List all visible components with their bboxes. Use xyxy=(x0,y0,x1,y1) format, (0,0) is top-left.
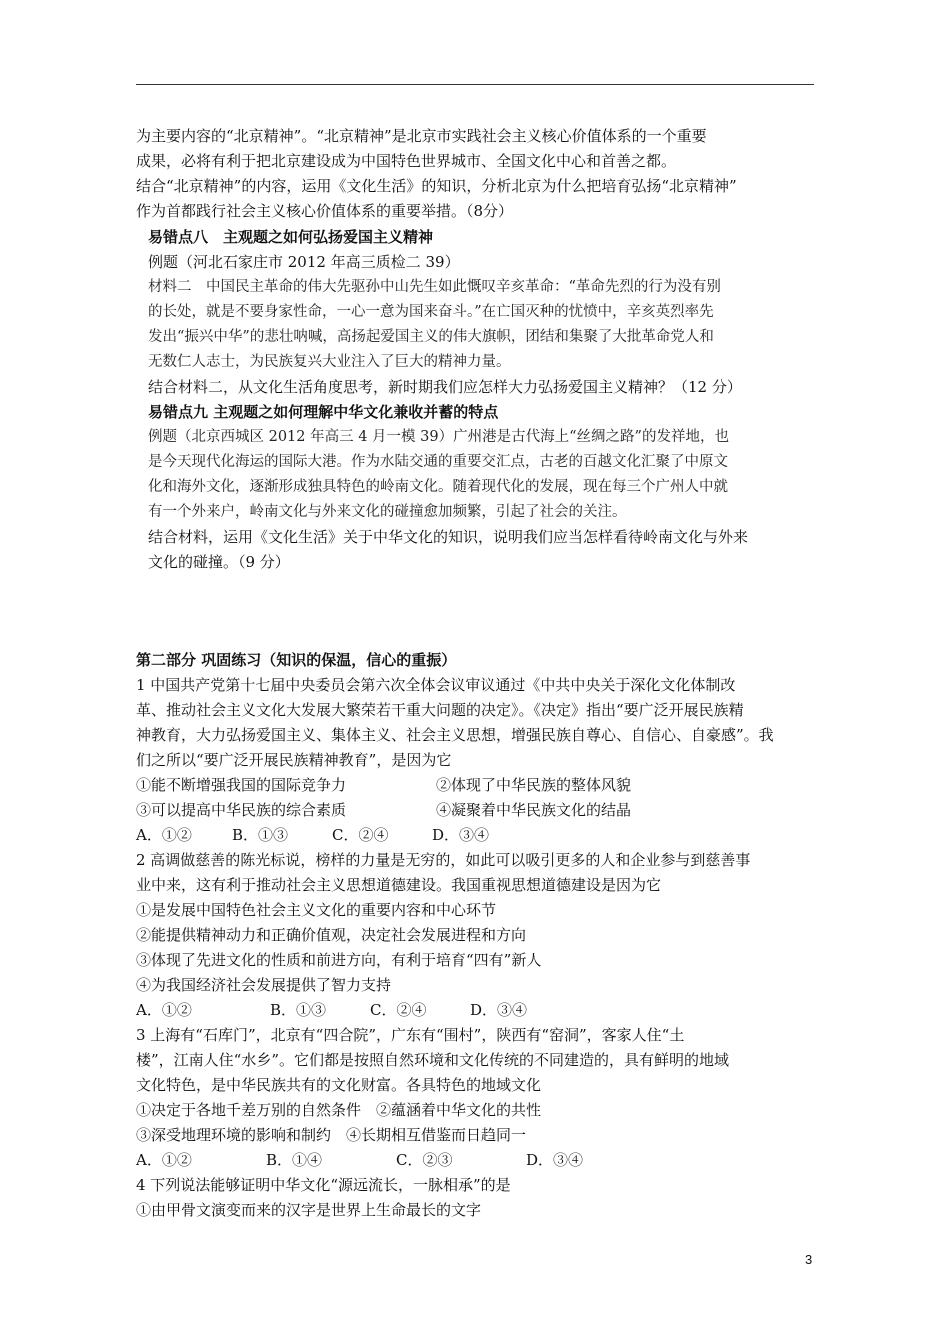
material-line: 无数仁人志士，为民族复兴大业注入了巨大的精神力量。 xyxy=(148,354,511,370)
option-row: ③深受地理环境的影响和制约 ④长期相互借鉴而日趋同一 xyxy=(136,1126,527,1144)
option-row xyxy=(136,773,826,798)
question-3 xyxy=(136,1023,826,1173)
answer-choice: B．①③ xyxy=(232,826,289,844)
text-line: 为主要内容的“北京精神”。“北京精神”是北京市实践社会主义核心价值体系的一个重要 xyxy=(136,127,707,145)
question-stem: 楼”，江南人住“水乡”。它们都是按照自然环境和文化传统的不同建造的，具有鲜明的地域 xyxy=(136,1051,730,1069)
question-stem: 革、推动社会主义文化大发展大繁荣若干重大问题的决定》。《决定》指出“要广泛开展民族精 xyxy=(136,701,744,719)
answer-choice: A．①② xyxy=(136,1151,192,1169)
answer-choice: B．①③ xyxy=(270,1001,327,1019)
question-stem: 2 高调做慈善的陈光标说，榜样的力量是无穷的，如此可以吸引更多的人和企业参与到慈善事 xyxy=(136,851,751,869)
part2-section xyxy=(136,648,826,1223)
example-line: 是今天现代化海运的国际大港。作为水陆交通的重要交汇点，古老的百越文化汇聚了中原文 xyxy=(148,454,728,470)
answer-choice: C．②③ xyxy=(396,1151,453,1169)
page-number: 3 xyxy=(805,1252,813,1267)
option: ④凝聚着中华民族文化的结晶 xyxy=(436,801,632,819)
answer-choice: A．①② xyxy=(136,1001,192,1019)
question-4 xyxy=(136,1173,826,1223)
question-text: 结合材料，运用《文化生活》关于中华文化的知识，说明我们应当怎样看待岭南文化与外来 xyxy=(148,528,749,546)
error-point-8 xyxy=(148,225,818,400)
example-line: 化和海外文化，逐渐形成独具特色的岭南文化。随着现代化的发展，现在每三个广州人中就 xyxy=(148,479,728,495)
example-line: 例题（北京西城区 2012 年高三 4 月一模 39）广州港是古代海上“丝绸之路”的发祥地，也 xyxy=(148,429,729,445)
question-1 xyxy=(136,673,826,848)
section-heading: 易错点八 主观题之如何弘扬爱国主义精神 xyxy=(148,228,434,246)
question-stem: 文化特色，是中华民族共有的文化财富。各具特色的地域文化 xyxy=(136,1076,542,1094)
intro-paragraph xyxy=(136,124,826,224)
material-line: 发出“振兴中华”的悲壮呐喊，高扬起爱国主义的伟大旗帜，团结和集聚了大批革命党人和 xyxy=(148,329,714,345)
text-line: 成果，必将有利于把北京建设成为中国特色世界城市、全国文化中心和首善之都。 xyxy=(136,152,677,170)
option: ①由甲骨文演变而来的汉字是世界上生命最长的文字 xyxy=(136,1201,482,1219)
example-line: 有一个外来户，岭南文化与外来文化的碰撞愈加频繁，引起了社会的关注。 xyxy=(148,504,627,520)
question-stem: 1 中国共产党第十七届中央委员会第六次全体会议审议通过《中共中央关于深化文化体制改 xyxy=(136,676,736,694)
answer-choices xyxy=(136,998,826,1023)
part2-heading: 第二部分 巩固练习（知识的保温，信心的重振） xyxy=(136,651,457,669)
header-rule xyxy=(136,84,814,85)
question-2 xyxy=(136,848,826,1023)
material-line: 材料二 中国民主革命的伟大先驱孙中山先生如此慨叹辛亥革命：“革命先烈的行为没有别 xyxy=(148,279,721,295)
answer-choice: A．①② xyxy=(136,826,192,844)
material-line: 的长处，就是不要身家性命，一心一意为国来奋斗。”在亡国灭种的忧愤中，辛亥英烈率先 xyxy=(148,304,714,320)
answer-choice: D．③④ xyxy=(432,826,490,844)
option: ①能不断增强我国的国际竞争力 xyxy=(136,776,347,794)
answer-choice: D．③④ xyxy=(470,1001,528,1019)
option: ②体现了中华民族的整体风貌 xyxy=(436,776,632,794)
answer-choice: C．②④ xyxy=(370,1001,427,1019)
question-stem: 神教育，大力弘扬爱国主义、集体主义、社会主义思想，增强民族自尊心、自信心、自豪感”。我 xyxy=(136,726,774,744)
question-stem: 们之所以“要广泛开展民族精神教育”，是因为它 xyxy=(136,751,452,769)
option: ①是发展中国特色社会主义文化的重要内容和中心环节 xyxy=(136,901,497,919)
answer-choices xyxy=(136,823,826,848)
option-row: ①决定于各地千差万别的自然条件 ②蕴涵着中华文化的共性 xyxy=(136,1101,542,1119)
question-stem: 业中来，这有利于推动社会主义思想道德建设。我国重视思想道德建设是因为它 xyxy=(136,876,662,894)
question-stem: 3 上海有“石库门”，北京有“四合院”，广东有“围村”，陕西有“窑洞”，客家人住“土 xyxy=(136,1026,685,1044)
error-point-9 xyxy=(148,400,818,575)
question-text: 结合材料二，从文化生活角度思考，新时期我们应怎样大力弘扬爱国主义精神？（12 分） xyxy=(148,378,742,396)
answer-choices xyxy=(136,1148,826,1173)
option: ④为我国经济社会发展提供了智力支持 xyxy=(136,976,392,994)
option: ②能提供精神动力和正确价值观，决定社会发展进程和方向 xyxy=(136,926,527,944)
option-row xyxy=(136,798,826,823)
text-line: 作为首都践行社会主义核心价值体系的重要举措。（8分） xyxy=(136,202,514,220)
example-source: 例题（河北石家庄市 2012 年高三质检二 39） xyxy=(148,253,460,271)
answer-choice: D．③④ xyxy=(526,1151,584,1169)
answer-choice: C．②④ xyxy=(332,826,389,844)
answer-choice: B．①④ xyxy=(266,1151,323,1169)
question-text: 文化的碰撞。（9 分） xyxy=(148,553,290,571)
section-heading: 易错点九 主观题之如何理解中华文化兼收并蓄的特点 xyxy=(148,403,499,421)
option: ③体现了先进文化的性质和前进方向，有利于培育“四有”新人 xyxy=(136,951,542,969)
option: ③可以提高中华民族的综合素质 xyxy=(136,801,347,819)
question-stem: 4 下列说法能够证明中华文化“源远流长，一脉相承”的是 xyxy=(136,1176,511,1194)
text-line: 结合“北京精神”的内容，运用《文化生活》的知识，分析北京为什么把培育弘扬“北京精神” xyxy=(136,177,737,195)
